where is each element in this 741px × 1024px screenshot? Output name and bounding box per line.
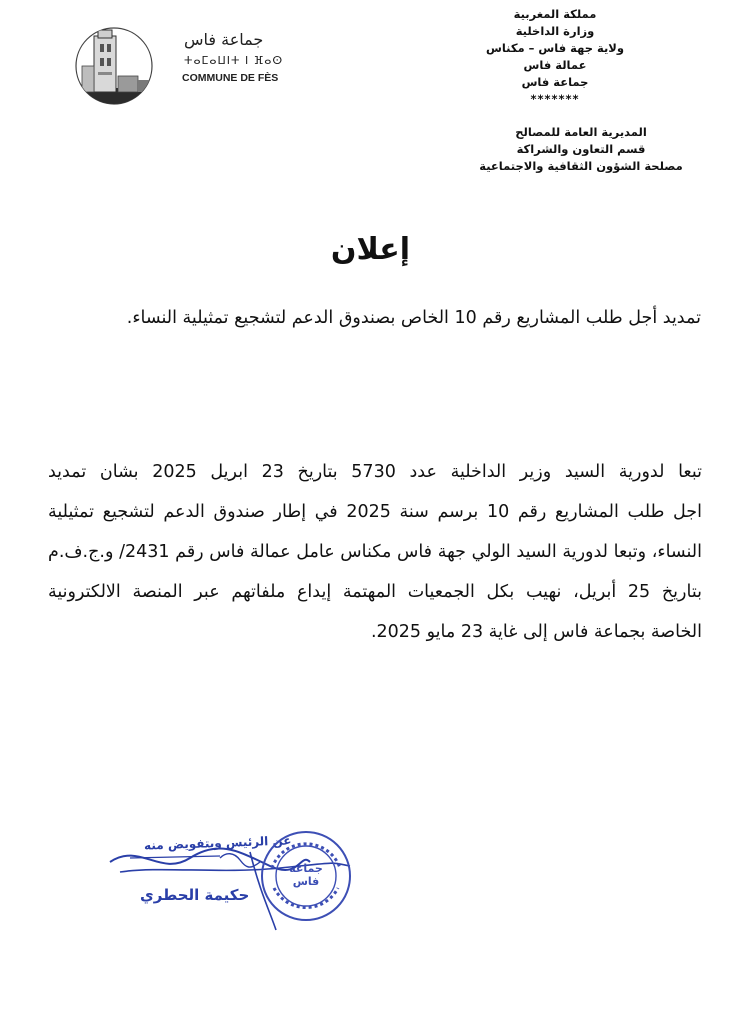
- header-ministry: وزارة الداخلية: [515, 24, 595, 38]
- header-wilaya: ولاية جهة فاس – مكناس: [485, 41, 625, 55]
- logo-arabic-text: جماعة فاس: [184, 30, 264, 49]
- logo-french-text: COMMUNE DE FÈS: [182, 72, 279, 84]
- announcement-body: [48, 452, 702, 652]
- header-division: قسم التعاون والشراكة: [516, 142, 646, 156]
- header-authority-block: [405, 6, 705, 108]
- logo-tifinagh-text: ⵜⴰⵎⴰⵡⵏⵜ ⵏ ⴼⴰⵙ: [184, 54, 284, 67]
- stamp-line-1: جماعة: [289, 862, 323, 875]
- header-separator: *******: [530, 92, 580, 106]
- header-prefecture: عمالة فاس: [523, 58, 587, 72]
- header-directorate: المديرية العامة للمصالح: [515, 125, 647, 139]
- header-service: مصلحة الشؤون الثقافية والاجتماعية: [479, 159, 683, 173]
- header-kingdom: مملكة المغربية: [513, 7, 597, 21]
- body-line: النساء، وتبعا لدورية السيد الولي جهة فاس مكناس عامل عمالة فاس رقم 2431/ و.ج.ف.م: [48, 542, 702, 562]
- signature-block: [100, 822, 400, 932]
- signature-delegation-note: عن الرئيس وبتفويض منه: [143, 833, 292, 853]
- body-line: تبعا لدورية السيد وزير الداخلية عدد 5730 بتاريخ 23 ابريل 2025 بشان تمديد: [48, 462, 702, 482]
- page-title: إعلان: [330, 232, 411, 267]
- header-directorate-block: [431, 124, 731, 175]
- stamp-center-text: [258, 862, 354, 888]
- signatory-name: حكيمة الحطري: [140, 886, 250, 904]
- body-line: بتاريخ 25 أبريل، نهيب بكل الجمعيات المهتمة إيداع ملفاتهم عبر المنصة الالكترونية: [48, 582, 702, 602]
- body-line: الخاصة بجماعة فاس إلى غاية 23 مايو 2025.: [370, 622, 702, 642]
- official-stamp: [258, 828, 354, 924]
- header-commune: جماعة فاس: [521, 75, 589, 89]
- announcement-subject: تمديد أجل طلب المشاريع رقم 10 الخاص بصندوق الدعم لتشجيع تمثيلية النساء.: [126, 308, 701, 328]
- body-line: اجل طلب المشاريع رقم 10 برسم سنة 2025 في إطار صندوق الدعم لتشجيع تمثيلية: [48, 502, 702, 522]
- commune-logo: [72, 26, 282, 106]
- minaret-icon: [72, 26, 182, 106]
- stamp-line-2: فاس: [292, 875, 320, 888]
